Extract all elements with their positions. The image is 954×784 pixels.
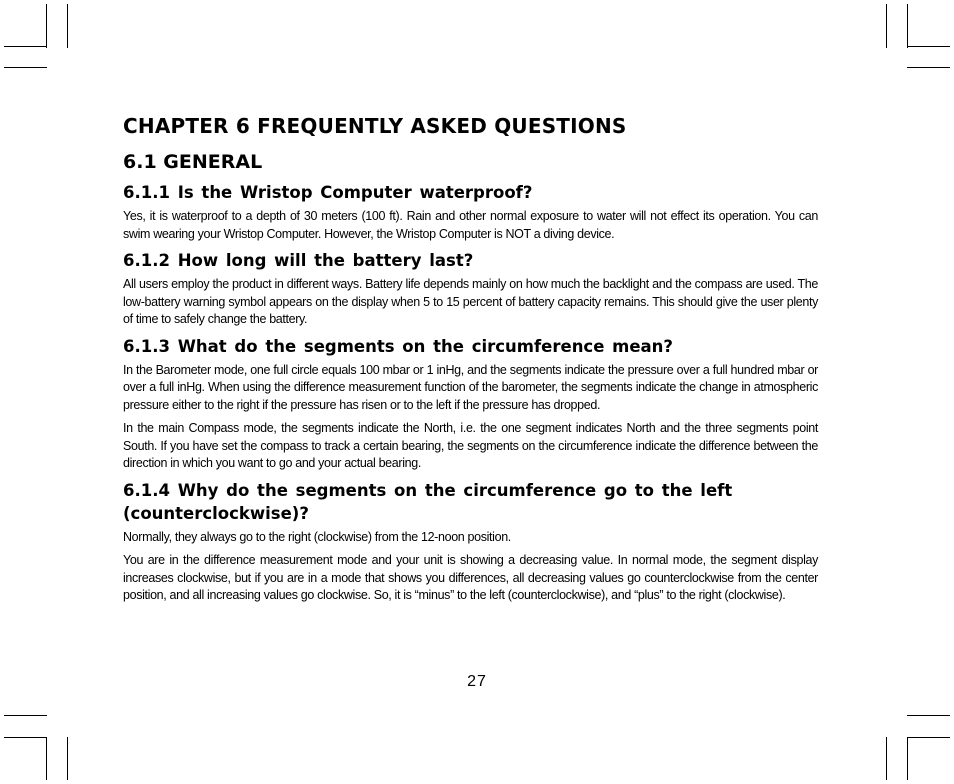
crop-mark [46,737,47,780]
faq-paragraph: You are in the difference measurement mode and your unit is showing a decreasing value. In normal mode, the segment display increases clockwise, but if you are in a mode that shows you differences, all decreasing values go counterclockwise from the center position, and all increasing values go clockwise. So, it is “minus” to the left (counterclockwise), and “plus” to the right (clockwise). [123,553,818,602]
crop-mark [4,46,47,47]
faq-paragraph: Yes, it is waterproof to a depth of 30 meters (100 ft). Rain and other normal exposure to water will not effect its operation. You can swim wearing your Wristop Computer. However, the Wristop Computer is NOT a diving device. [123,209,818,241]
crop-mark [907,4,908,48]
chapter-title: CHAPTER 6 FREQUENTLY ASKED QUESTIONS [123,114,627,138]
crop-mark [886,737,887,780]
faq-paragraph: In the Barometer mode, one full circle equals 100 mbar or 1 inHg, and the segments indicate the pressure over a full hundred mbar or over a full inHg. When using the difference measurement function of the barometer, the segments indicate the change in atmospheric pressure either to the right if the pressure has risen or to the left if the pressure has dropped. [123,362,818,412]
faq-heading: 6.1.3 What do the segments on the circumference mean? [123,336,673,356]
crop-mark [907,737,950,738]
crop-mark [907,737,908,780]
faq-section-counterclockwise [123,479,818,605]
faq-section-battery [123,249,818,329]
faq-section-waterproof [123,181,818,243]
faq-heading: 6.1.4 Why do the segments on the circumference go to the left (counterclockwise)? [123,480,733,523]
page-number: 27 [467,673,487,690]
crop-mark [886,4,887,48]
page-content [123,114,818,611]
crop-mark [907,67,950,68]
faq-paragraph: All users employ the product in different ways. Battery life depends mainly on how much the backlight and the compass are used. The low-battery warning symbol appears on the display when 5 to 15 percent of battery capacity remains. This should give the user plenty of time to safely change the battery. [123,277,818,326]
crop-mark [67,737,68,780]
crop-mark [907,46,950,47]
faq-paragraph: Normally, they always go to the right (clockwise) from the 12-noon position. [123,529,511,544]
faq-section-segments [123,335,818,473]
crop-mark [4,67,47,68]
crop-mark [4,737,47,738]
faq-heading: 6.1.1 Is the Wristop Computer waterproof? [123,183,533,202]
faq-paragraph: In the main Compass mode, the segments indicate the North, i.e. the one segment indicates North and the three segments point South. If you have set the compass to track a certain bearing, the segments on the circumference indicate the difference between the direction in which you want to go and your actual bearing. [123,421,818,470]
section-title: 6.1 GENERAL [123,151,263,173]
crop-mark [67,4,68,48]
faq-heading: 6.1.2 How long will the battery last? [123,251,474,270]
crop-mark [46,4,47,48]
crop-mark [4,715,47,716]
crop-mark [907,715,950,716]
